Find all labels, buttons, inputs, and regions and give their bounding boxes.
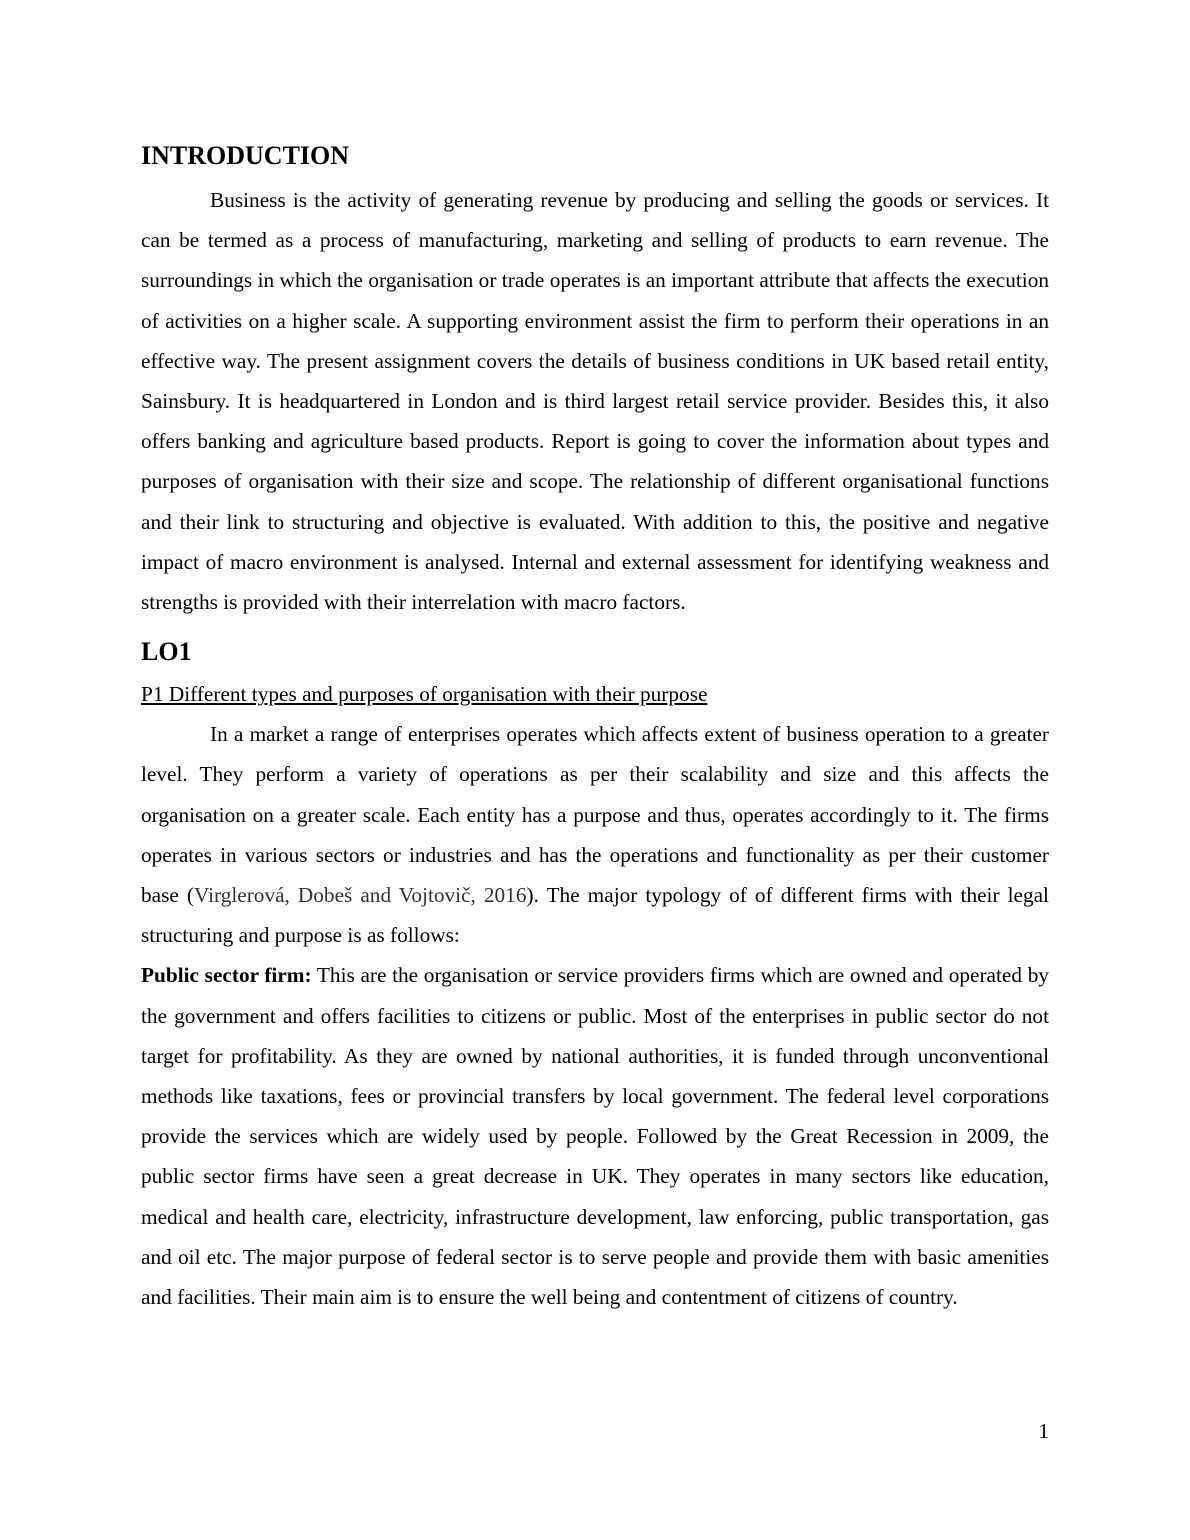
p1-subheading: P1 Different types and purposes of organisation with their purpose [141, 682, 708, 707]
introduction-paragraph: Business is the activity of generating revenue by producing and selling the goods or services. It can be termed as a process of manufacturing, marketing and selling of products to earn revenue. The surroundings in which the organisation or trade operates is an important attribute that affects the execution of activities on a higher scale. A supporting environment assist the firm to perform their operations in an effective way. The present assignment covers the details of business conditions in UK based retail entity, Sainsbury. It is headquartered in London and is third largest retail service provider. Besides this, it also offers banking and agriculture based products. Report is going to cover the information about types and purposes of organisation with their size and scope. The relationship of different organisational functions and their link to structuring and objective is evaluated. With addition to this, the positive and negative impact of macro environment is analysed. Internal and external assessment for identifying weakness and strengths is provided with their interrelation with macro factors. [141, 188, 1049, 615]
lo1-heading: LO1 [141, 637, 192, 667]
introduction-heading: INTRODUCTION [141, 141, 350, 170]
page-number: 1 [1038, 1419, 1049, 1443]
citation: Virglerová, Dobeš and Vojtovič, 2016 [193, 883, 527, 908]
public-sector-paragraph [141, 955, 1049, 1317]
lo1-paragraph-text-before: In a market a range of enterprises operates which affects extent of business operation to a greater level. They perform a variety of operations as per their scalability and size and this affects the organisation on a greater scale. Each entity has a purpose and thus, operates accordingly to it. The firms operates in various sectors or industries and has the operations and functionality as per their customer base ( [141, 722, 1049, 908]
lo1-paragraph-text-after: ). The major typology of of different firms with their legal structuring and purpose is as follows: [141, 883, 1049, 948]
document-page [141, 138, 1049, 1317]
public-sector-text: This are the organisation or service providers firms which are owned and operated by the government and offers facilities to citizens or public. Most of the enterprises in public sector do not target for profitability. As they are owned by national authorities, it is funded through unconventional methods like taxations, fees or provincial transfers by local government. The federal level corporations provide the services which are widely used by people. Followed by the Great Recession in 2009, the public sector firms have seen a great decrease in UK. They operates in many sectors like education, medical and health care, electricity, infrastructure development, law enforcing, public transportation, gas and oil etc. The major purpose of federal sector is to serve people and provide them with basic amenities and facilities. Their main aim is to ensure the well being and contentment of citizens of country. [141, 963, 1049, 1310]
lo1-paragraph [141, 714, 1049, 955]
public-sector-label: Public sector firm: [141, 963, 312, 988]
